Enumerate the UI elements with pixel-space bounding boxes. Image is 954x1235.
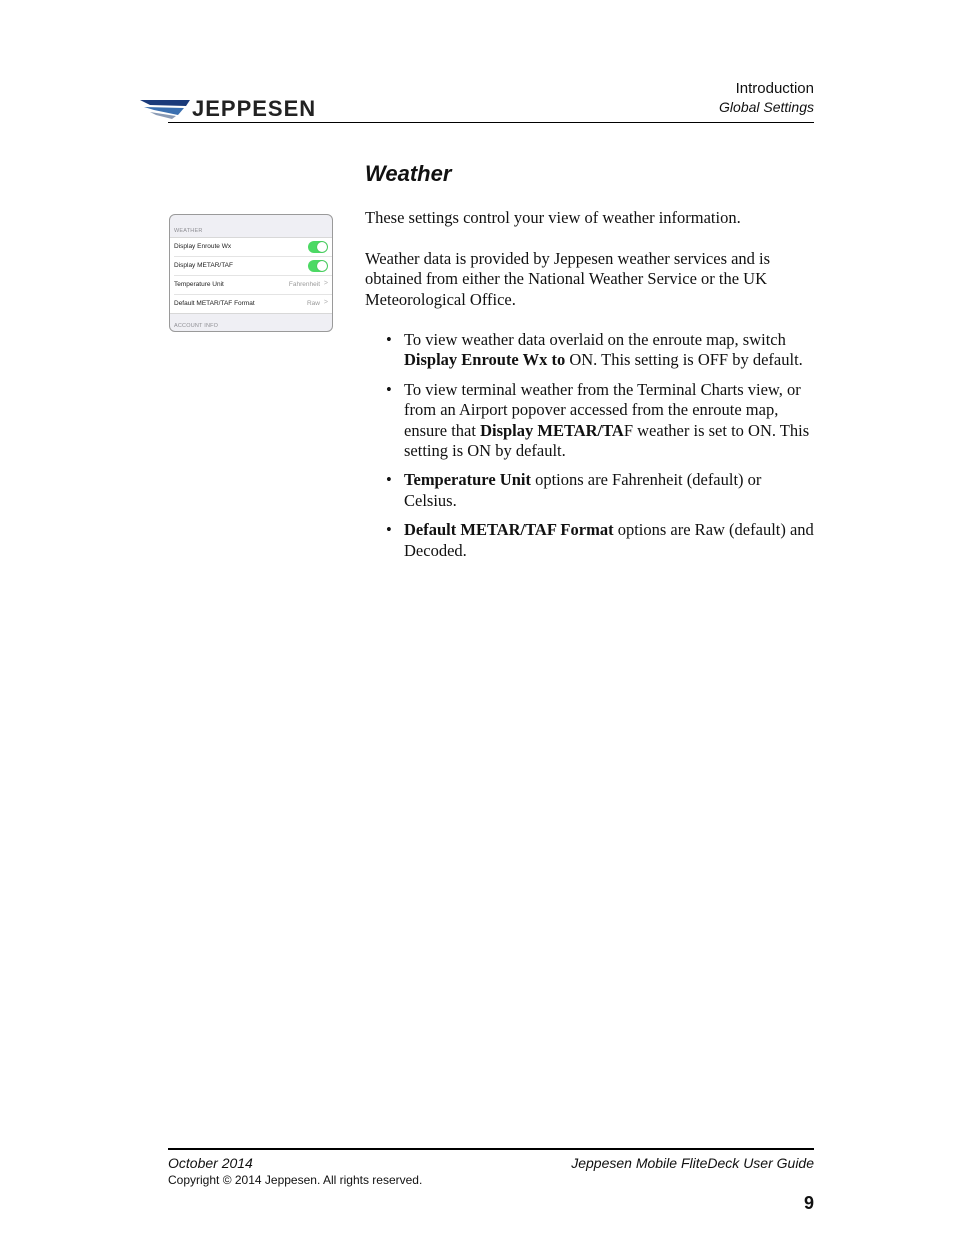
source-paragraph: Weather data is provided by Jeppesen weather services and is obtained from either the National Weather Service or the UK Meteorological Office. [365,249,771,309]
setting-label: Temperature Unit [174,281,224,288]
settings-rows [170,237,332,314]
setting-row-metar-taf[interactable] [174,257,332,276]
bullet-icon: • [386,520,392,540]
jeppesen-logo [140,96,355,122]
list-item: • Default METAR/TAF Format options are Raw (default) and Decoded. [386,520,814,560]
setting-label: Display Enroute Wx [174,243,232,250]
bullet-icon: • [386,330,392,349]
brand-name: JEPPESEN [192,96,317,121]
setting-label: Default METAR/TAF Format [174,300,255,307]
list-item: • Temperature Unit options are Fahrenheit (default) or Celsius. [386,470,762,510]
bullet-icon: • [386,470,392,490]
chevron-right-icon: > [323,299,328,306]
header-subsection: Global Settings [719,99,814,115]
metar-taf-toggle[interactable] [308,260,328,272]
intro-paragraph: These settings control your view of weather information. [365,208,741,227]
chevron-right-icon: > [323,280,328,287]
header-section: Introduction [735,80,814,97]
setting-row-metar-taf-format[interactable] [174,295,332,313]
page-number: 9 [803,1193,814,1213]
setting-value: Fahrenheit [288,281,320,288]
footer-guide-title: Jeppesen Mobile FliteDeck User Guide [571,1155,814,1171]
bullet-icon: • [386,379,392,399]
enroute-wx-toggle[interactable] [308,241,328,253]
footer-date: October 2014 [168,1155,253,1171]
setting-label: Display METAR/TAF [174,262,233,269]
list-item: • To view weather data overlaid on the enroute map, switch Display Enroute Wx to ON. This setting is OFF by default. [386,330,803,370]
settings-next-group-label: ACCOUNT INFO [174,323,219,329]
header-divider [168,122,814,123]
setting-row-temperature-unit[interactable] [174,276,332,295]
setting-value: Raw [306,300,320,307]
list-item: • To view terminal weather from the Terminal Charts view, or from an Airport popover accessed from the enroute map, ensure that Display METAR/TAF weather is set to ON. This setting is ON by default. [386,379,810,461]
setting-row-enroute-wx[interactable] [174,238,332,257]
section-title: Weather [365,161,452,186]
footer-divider [168,1148,814,1150]
settings-group-label: WEATHER [174,228,203,234]
footer-copyright: Copyright © 2014 Jeppesen. All rights reserved. [168,1173,423,1187]
weather-settings-screenshot [169,214,333,332]
jeppesen-wing-icon [140,96,192,122]
bullet-list [365,330,815,570]
